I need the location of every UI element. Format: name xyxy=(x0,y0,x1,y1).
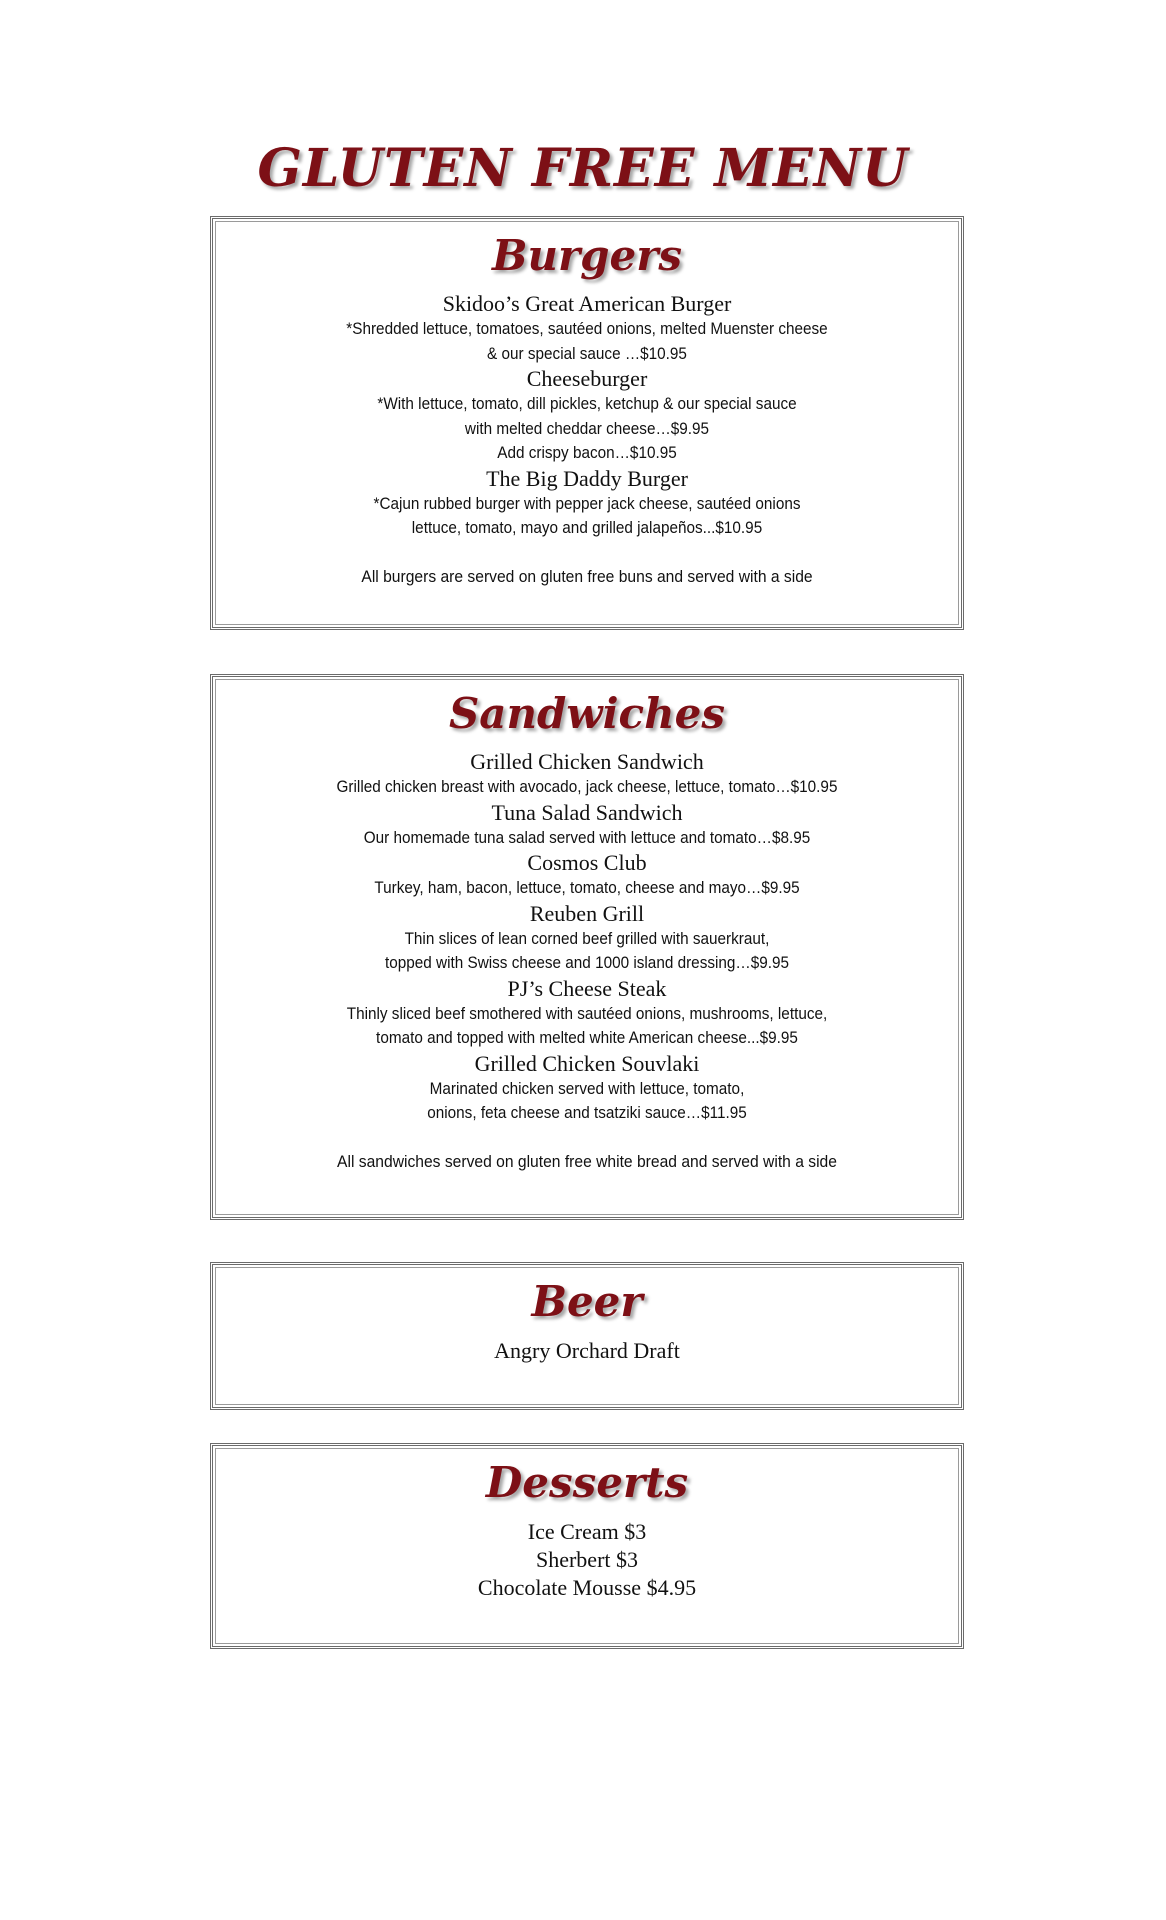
item-description: Add crispy bacon…$10.95 xyxy=(497,443,677,462)
item-description: Thinly sliced beef smothered with sautéed onions, mushrooms, lettuce, xyxy=(346,1003,828,1023)
menu-item xyxy=(213,466,961,541)
item-description: *Shredded lettuce, tomatoes, sautéed onions, melted Muenster cheese xyxy=(346,319,828,338)
burgers-section xyxy=(210,216,964,630)
item-name: Skidoo’s Great American Burger xyxy=(442,291,732,316)
item-description: Turkey, ham, bacon, lettuce, tomato, cheese and mayo…$9.95 xyxy=(374,878,800,897)
menu-item xyxy=(213,291,961,366)
beer-section xyxy=(210,1262,964,1410)
item-name: PJ’s Cheese Steak xyxy=(507,975,667,1001)
item-description: with melted cheddar cheese…$9.95 xyxy=(464,418,710,438)
burgers-note: All burgers are served on gluten free buns and served with a side xyxy=(361,566,813,586)
item-description: tomato and topped with melted white American cheese...$9.95 xyxy=(376,1028,798,1047)
dessert-item: Sherbert $3 xyxy=(535,1547,639,1572)
beer-item: Angry Orchard Draft xyxy=(494,1338,680,1363)
menu-item xyxy=(213,1051,961,1126)
dessert-item: Chocolate Mousse $4.95 xyxy=(477,1575,697,1600)
burgers-heading: Burgers xyxy=(491,231,683,280)
menu-title: GLUTEN FREE MENU xyxy=(257,138,909,199)
menu-item xyxy=(213,749,961,800)
dessert-item: Ice Cream $3 xyxy=(527,1519,647,1544)
menu-item xyxy=(213,901,961,976)
item-name: Cheeseburger xyxy=(526,366,648,391)
item-description: *With lettuce, tomato, dill pickles, ketchup & our special sauce xyxy=(377,394,797,413)
menu-item xyxy=(213,976,961,1051)
item-name: The Big Daddy Burger xyxy=(486,465,688,491)
sandwiches-section xyxy=(210,674,964,1220)
desserts-heading: Desserts xyxy=(485,1458,689,1507)
item-name: Cosmos Club xyxy=(527,850,647,875)
beer-heading: Beer xyxy=(531,1277,643,1326)
menu-item xyxy=(213,366,961,466)
sandwiches-note: All sandwiches served on gluten free white bread and served with a side xyxy=(337,1151,837,1171)
item-name: Grilled Chicken Souvlaki xyxy=(474,1050,700,1076)
item-description: topped with Swiss cheese and 1000 island dressing…$9.95 xyxy=(384,953,790,972)
item-description: Marinated chicken served with lettuce, tomato, xyxy=(429,1078,745,1098)
item-description: Our homemade tuna salad served with lettuce and tomato…$8.95 xyxy=(363,827,811,847)
menu-item xyxy=(213,800,961,851)
item-description: lettuce, tomato, mayo and grilled jalapeños...$10.95 xyxy=(411,518,763,537)
sandwiches-heading: Sandwiches xyxy=(448,689,726,738)
item-description: & our special sauce …$10.95 xyxy=(487,343,687,363)
desserts-section xyxy=(210,1443,964,1649)
item-description: Thin slices of lean corned beef grilled with sauerkraut, xyxy=(404,928,770,948)
menu-item xyxy=(213,850,961,901)
item-description: Grilled chicken breast with avocado, jack cheese, lettuce, tomato…$10.95 xyxy=(336,777,838,796)
item-description: onions, feta cheese and tsatziki sauce…$11.95 xyxy=(427,1103,747,1122)
item-description: *Cajun rubbed burger with pepper jack cheese, sautéed onions xyxy=(373,493,801,513)
item-name: Grilled Chicken Sandwich xyxy=(470,749,704,774)
item-name: Reuben Grill xyxy=(529,900,645,926)
item-name: Tuna Salad Sandwich xyxy=(491,799,683,825)
